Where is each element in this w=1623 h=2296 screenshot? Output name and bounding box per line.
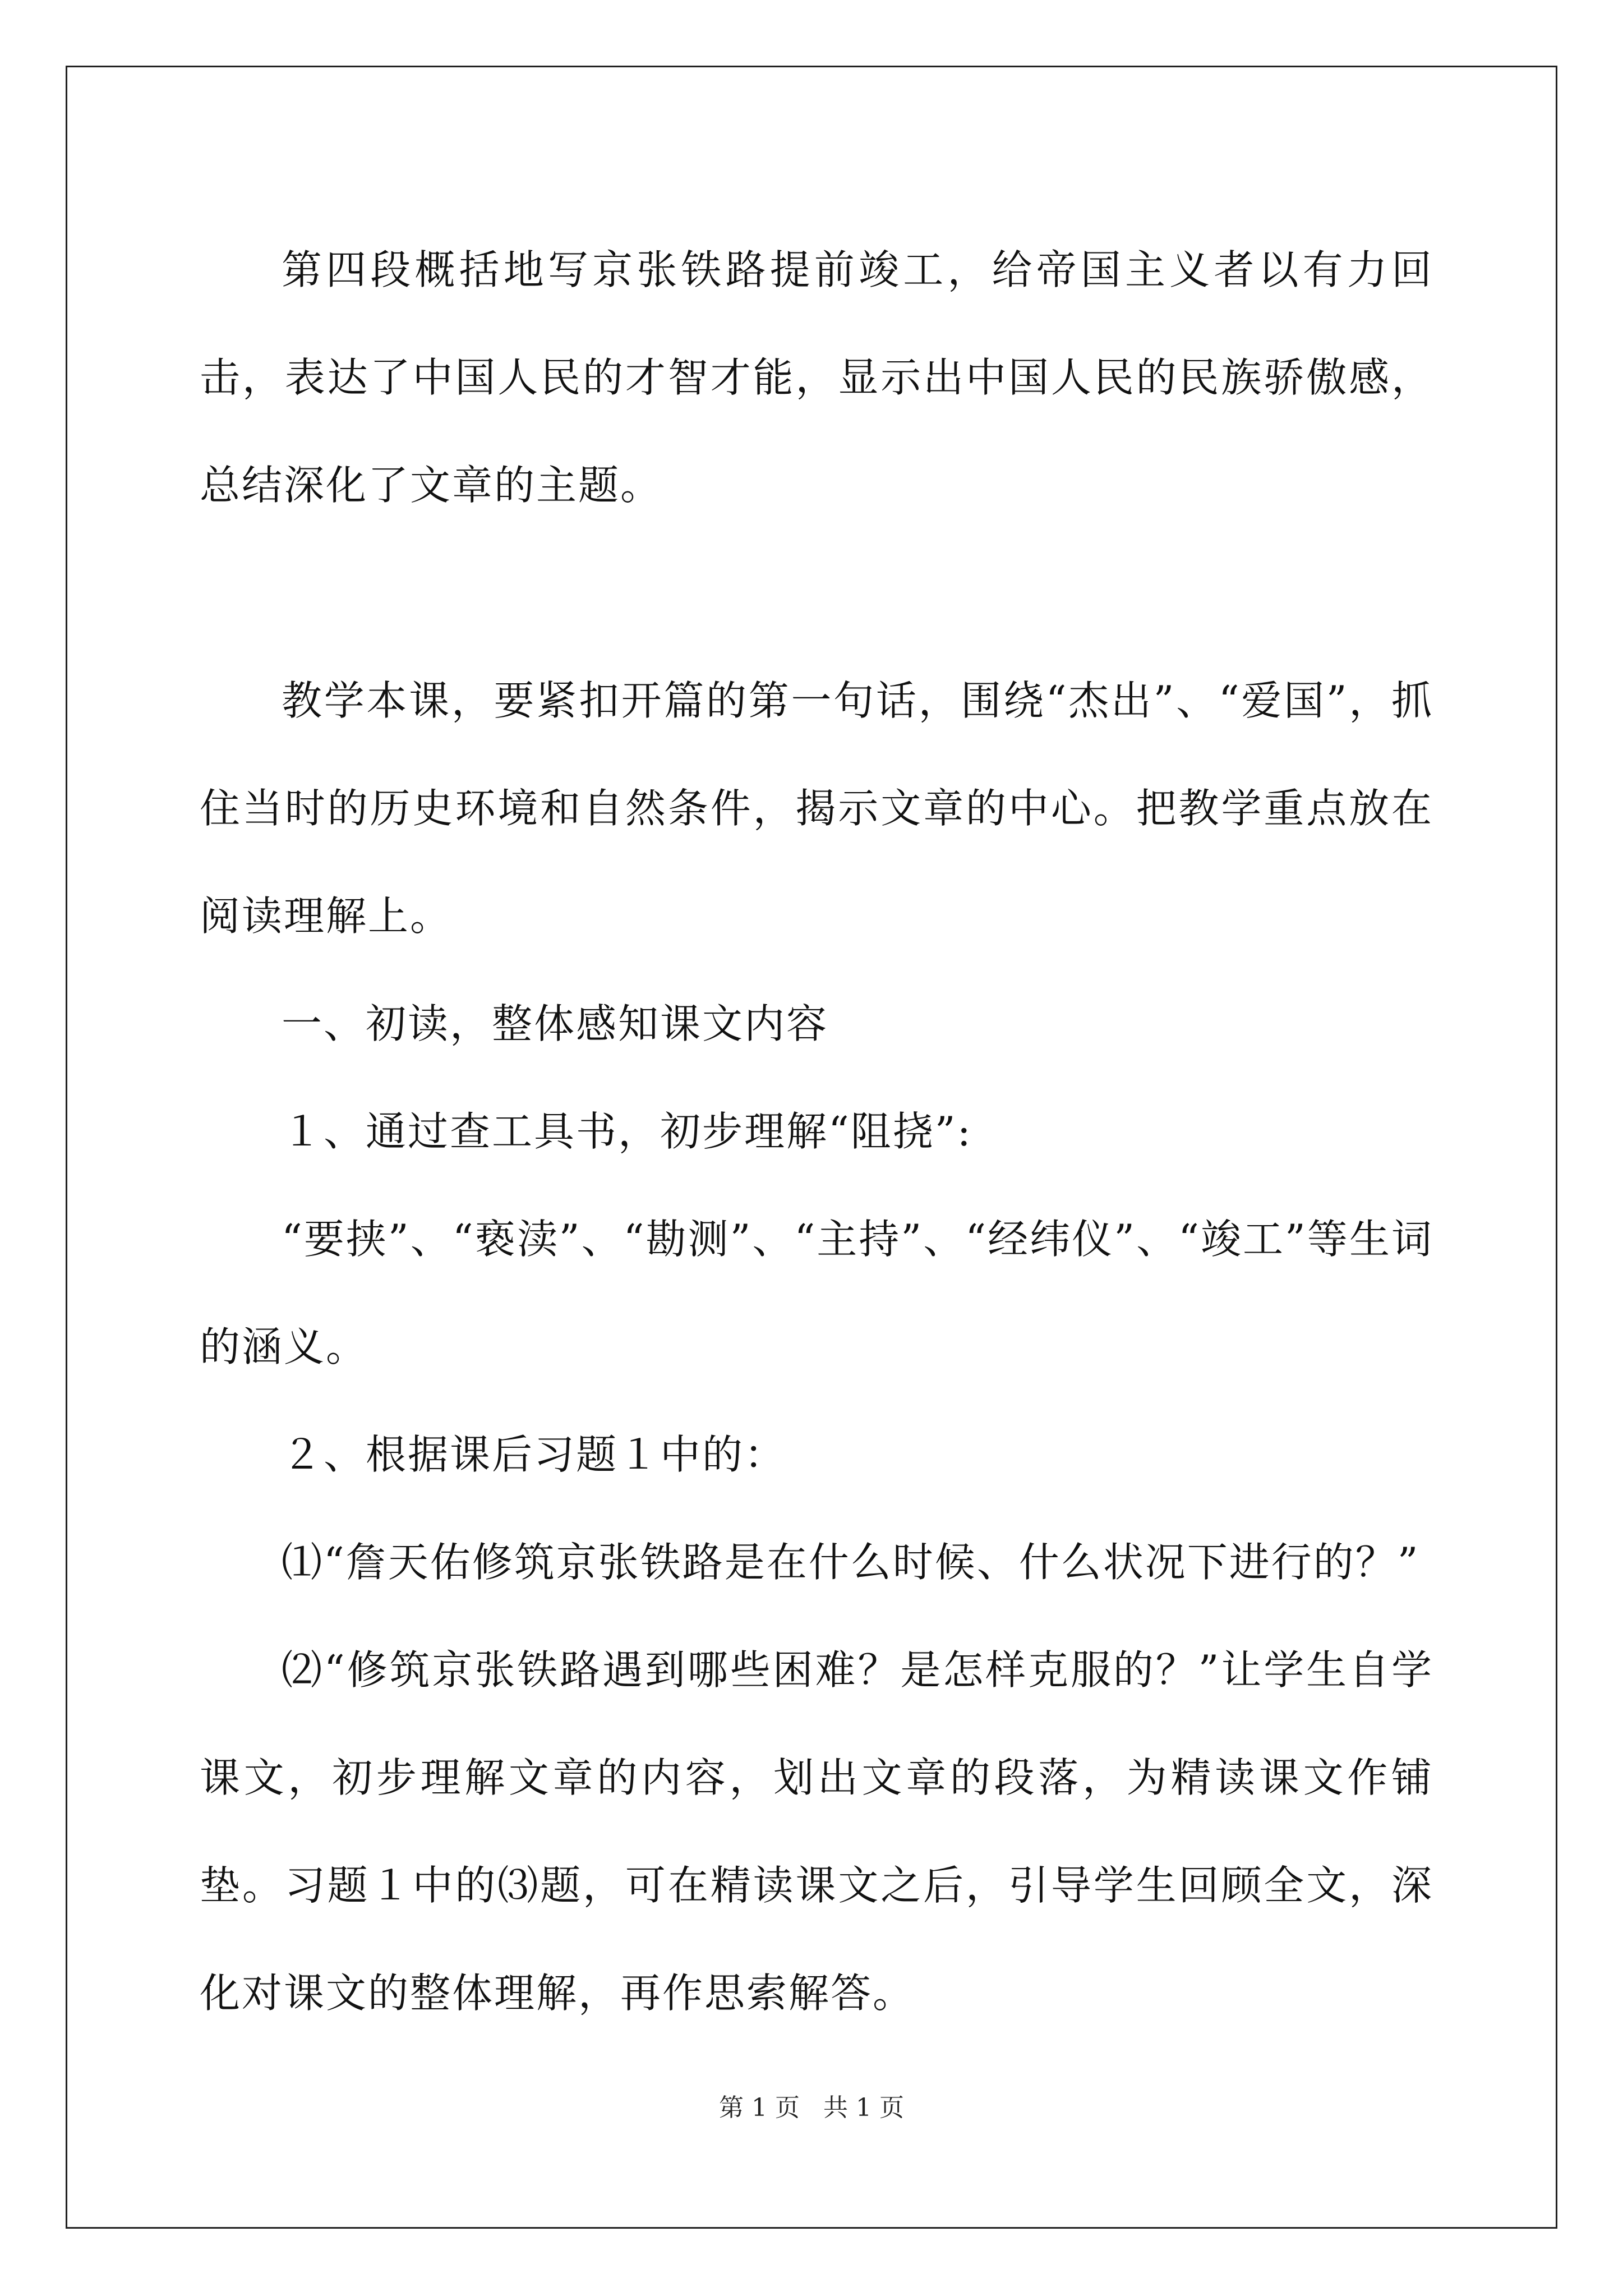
- paragraph-vocabulary: “要挟”、“亵渎”、“勘测”、“主持”、“经纬仪”、“竣工”等生词的涵义。: [200, 1216, 1433, 1370]
- page-total: 共 1 页: [823, 2093, 904, 2122]
- page-footer: [0, 2091, 1623, 2125]
- paragraph-4th-section-summary: 第四段概括地写京张铁路提前竣工，给帝国主义者以有力回击，表达了中国人民的才智才能，显示出中国人民的民族骄傲感，总结深化了文章的主题。: [200, 246, 1433, 509]
- list-item-2: ２、根据课后习题１中的：: [282, 1431, 787, 1478]
- page-number: 第 1 页: [719, 2093, 800, 2122]
- list-item-1: １、通过查工具书，初步理解“阻挠”:: [282, 1108, 972, 1155]
- paragraph-teaching-approach: 教学本课，要紧扣开篇的第一句话，围绕“杰出”、“爱国”，抓住当时的历史环境和自然条件，揭示文章的中心。把教学重点放在阅读理解上。: [200, 677, 1433, 940]
- section-heading-first-reading: 一、初读，整体感知课文内容: [282, 1000, 829, 1047]
- question-1: ⑴“詹天佑修筑京张铁路是在什么时候、什么状况下进行的？”: [282, 1539, 1420, 1586]
- paragraph-gap: [200, 539, 1433, 647]
- question-2: ⑵“修筑京张铁路遇到哪些困难？是怎样克服的？”让学生自学课文，初步理解文章的内容，划出文章的段落，为精读课文作铺垫。习题１中的⑶题，可在精读课文之后，引导学生回顾全文，深化对课文的整体理解，再作思索解答。: [200, 1646, 1433, 2017]
- document-body: [200, 216, 1433, 2047]
